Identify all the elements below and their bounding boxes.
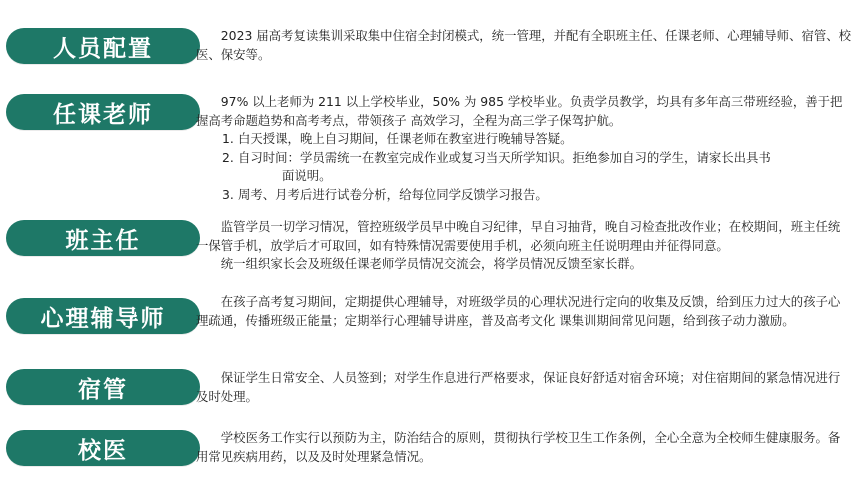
list-item [196, 130, 852, 149]
paragraph: 保证学生日常安全、人员签到；对学生作息进行严格要求，保证良好舒适对宿舍环境；对住宿期间的紧急情况进行及时处理。 [196, 370, 841, 404]
list-text-continued: 面说明。 [282, 168, 332, 183]
paragraph: 在孩子高考复习期间，定期提供心理辅导，对班级学员的心理状况进行定向的收集及反馈，给到压力过大的孩子心理疏通，传播班级正能量；定期举行心理辅导讲座，普及高考文化 课集训期间常见问题，给到孩子动力激励。 [196, 294, 841, 328]
paragraph: 学校医务工作实行以预防为主，防治结合的原则，贯彻执行学校卫生工作条例，全心全意为全校师生健康服务。备用常见疾病用药，以及及时处理紧急情况。 [196, 430, 841, 464]
section-title-staffing: 人员配置 [6, 28, 200, 64]
section-title-dorm-manager: 宿管 [6, 369, 200, 405]
section-body-counselor [196, 293, 852, 330]
section-title-teachers: 任课老师 [6, 94, 200, 130]
section-body-school-doctor [196, 429, 852, 466]
paragraph: 监管学员一切学习情况，管控班级学员早中晚自习纪律，早自习抽背，晚自习检查批改作业；在校期间，班主任统一保管手机，放学后才可取回，如有特殊情况需要使用手机，必须向班主任说明理由并征得同意。 [196, 219, 841, 253]
list-item [196, 186, 852, 205]
list-number: 3. [222, 186, 234, 202]
list-text: 自习时间：学员需统一在教室完成作业或复习当天所学知识。拒绝参加自习的学生，请家长出具书 [238, 149, 771, 165]
list-text: 白天授课，晚上自习期间，任课老师在教室进行晚辅导答疑。 [238, 131, 573, 146]
section-body-dorm-manager [196, 369, 852, 406]
section-title-school-doctor: 校医 [6, 430, 200, 466]
section-title-counselor: 心理辅导师 [6, 298, 200, 334]
section-title-head-teacher: 班主任 [6, 220, 200, 256]
list-number: 1. [222, 131, 234, 146]
section-body-head-teacher [196, 218, 852, 274]
paragraph: 2023 届高考复读集训采取集中住宿全封闭模式，统一管理，并配有全职班主任、任课老师、心理辅导师、宿管、校医、保安等。 [196, 28, 852, 62]
section-body-staffing [196, 27, 852, 64]
paragraph: 统一组织家长会及班级任课老师学员情况交流会，将学员情况反馈至家长群。 [220, 256, 643, 271]
list-text: 周考、月考后进行试卷分析，给每位同学反馈学习报告。 [238, 186, 548, 202]
list-item [196, 149, 852, 186]
section-body-teachers [196, 93, 852, 204]
teacher-duty-list [196, 130, 852, 204]
paragraph: 97% 以上老师为 211 以上学校毕业，50% 为 985 学校毕业。负责学员教学，均具有多年高三带班经验，善于把握高考命题趋势和高考考点，带领孩子 高效学习，全程为高三学子保驾护航。 [196, 94, 843, 128]
list-number: 2. [222, 149, 234, 165]
